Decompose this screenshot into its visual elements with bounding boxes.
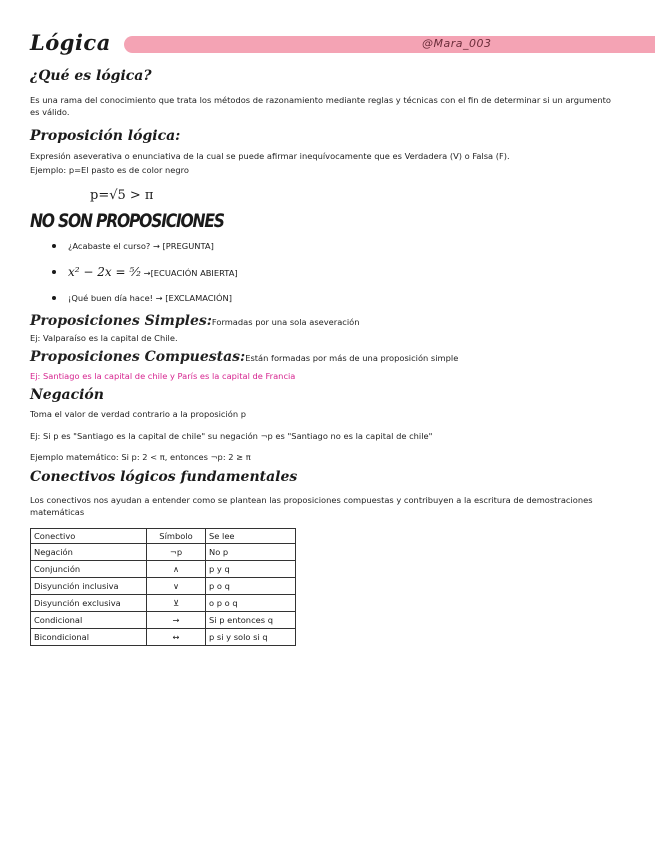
cell-conectivo: Bicondicional [31, 629, 147, 646]
simples-example: Ej: Valparaíso es la capital de Chile. [30, 333, 178, 343]
cell-se-lee: p y q [206, 561, 296, 578]
no-son-proposiciones-heading: NO SON PROPOSICIONES [30, 210, 224, 232]
cell-se-lee: p si y solo si q [206, 629, 296, 646]
cell-conectivo: Disyunción exclusiva [31, 595, 147, 612]
section-heading-simples: Proposiciones Simples: [30, 313, 212, 329]
column-header-se-lee: Se lee [206, 529, 296, 544]
cell-conectivo: Negación [31, 544, 147, 561]
example-proposicion: Ejemplo: p=El pasto es de color negro [30, 165, 189, 175]
definition-proposicion: Expresión aseverativa o enunciativa de la cual se puede afirmar inequívocamente que es Verdadera (V) o Falsa (F). [30, 151, 510, 161]
list-item: x² − 2x = ⁵⁄₂ →[ECUACIÓN ABIERTA] [48, 262, 238, 288]
table-row [31, 612, 296, 629]
simples-heading-line [30, 312, 359, 331]
table-row [31, 544, 296, 561]
non-proposition-list [48, 236, 238, 314]
cell-se-lee: Si p entonces q [206, 612, 296, 629]
cell-se-lee: No p [206, 544, 296, 561]
connectives-table [30, 528, 296, 646]
section-heading-negacion: Negación [30, 387, 104, 403]
author-handle: @Mara_003 [422, 37, 492, 50]
cell-se-lee: p o q [206, 578, 296, 595]
table-row [31, 629, 296, 646]
conectivos-definition: Los conectivos nos ayudan a entender como se plantean las proposiciones compuestas y contribuyen a la escritura de demostraciones matemáticas [30, 495, 593, 517]
table-row [31, 561, 296, 578]
negacion-example: Ej: Si p es "Santiago es la capital de chile" su negación ¬p es "Santiago no es la capital de chile" [30, 431, 433, 441]
cell-conectivo: Conjunción [31, 561, 147, 578]
cell-conectivo: Condicional [31, 612, 147, 629]
cell-simbolo: ∨ [147, 578, 206, 595]
definition-logica: Es una rama del conocimiento que trata los métodos de razonamiento mediante reglas y técnicas con el fin de determinar si un argumento es válido. [30, 95, 611, 117]
cell-simbolo: → [147, 612, 206, 629]
list-item: ¿Acabaste el curso? → [PREGUNTA] [48, 236, 238, 262]
compuestas-heading-line [30, 348, 458, 367]
cell-simbolo: ↔ [147, 629, 206, 646]
section-heading-compuestas: Proposiciones Compuestas: [30, 349, 246, 365]
formula-example: p=√5 > π [90, 188, 154, 203]
compuestas-example: Ej: Santiago es la capital de chile y París es la capital de Francia [30, 371, 296, 381]
compuestas-definition: Están formadas por más de una proposición simple [245, 353, 459, 363]
section-heading-proposicion: Proposición lógica: [30, 128, 181, 144]
cell-simbolo: ¬p [147, 544, 206, 561]
list-item: ¡Qué buen día hace! → [EXCLAMACIÓN] [48, 288, 238, 314]
cell-simbolo: ∧ [147, 561, 206, 578]
cell-se-lee: o p o q [206, 595, 296, 612]
cell-simbolo: ⊻ [147, 595, 206, 612]
section-heading-conectivos: Conectivos lógicos fundamentales [30, 469, 298, 485]
column-header-conectivo: Conectivo [31, 529, 147, 544]
negacion-definition: Toma el valor de verdad contrario a la proposición p [30, 409, 247, 419]
simples-definition: Formadas por una sola aseveración [211, 317, 360, 327]
page-title: Lógica [30, 30, 111, 55]
table-row [31, 595, 296, 612]
title-banner [124, 36, 655, 53]
table-row [31, 578, 296, 595]
section-heading-que-es-logica: ¿Qué es lógica? [30, 68, 152, 84]
cell-conectivo: Disyunción inclusiva [31, 578, 147, 595]
negacion-math-example: Ejemplo matemático: Si p: 2 < π, entonces ¬p: 2 ≥ π [30, 452, 251, 462]
column-header-simbolo: Símbolo [147, 529, 206, 544]
table-header-row [31, 529, 296, 544]
